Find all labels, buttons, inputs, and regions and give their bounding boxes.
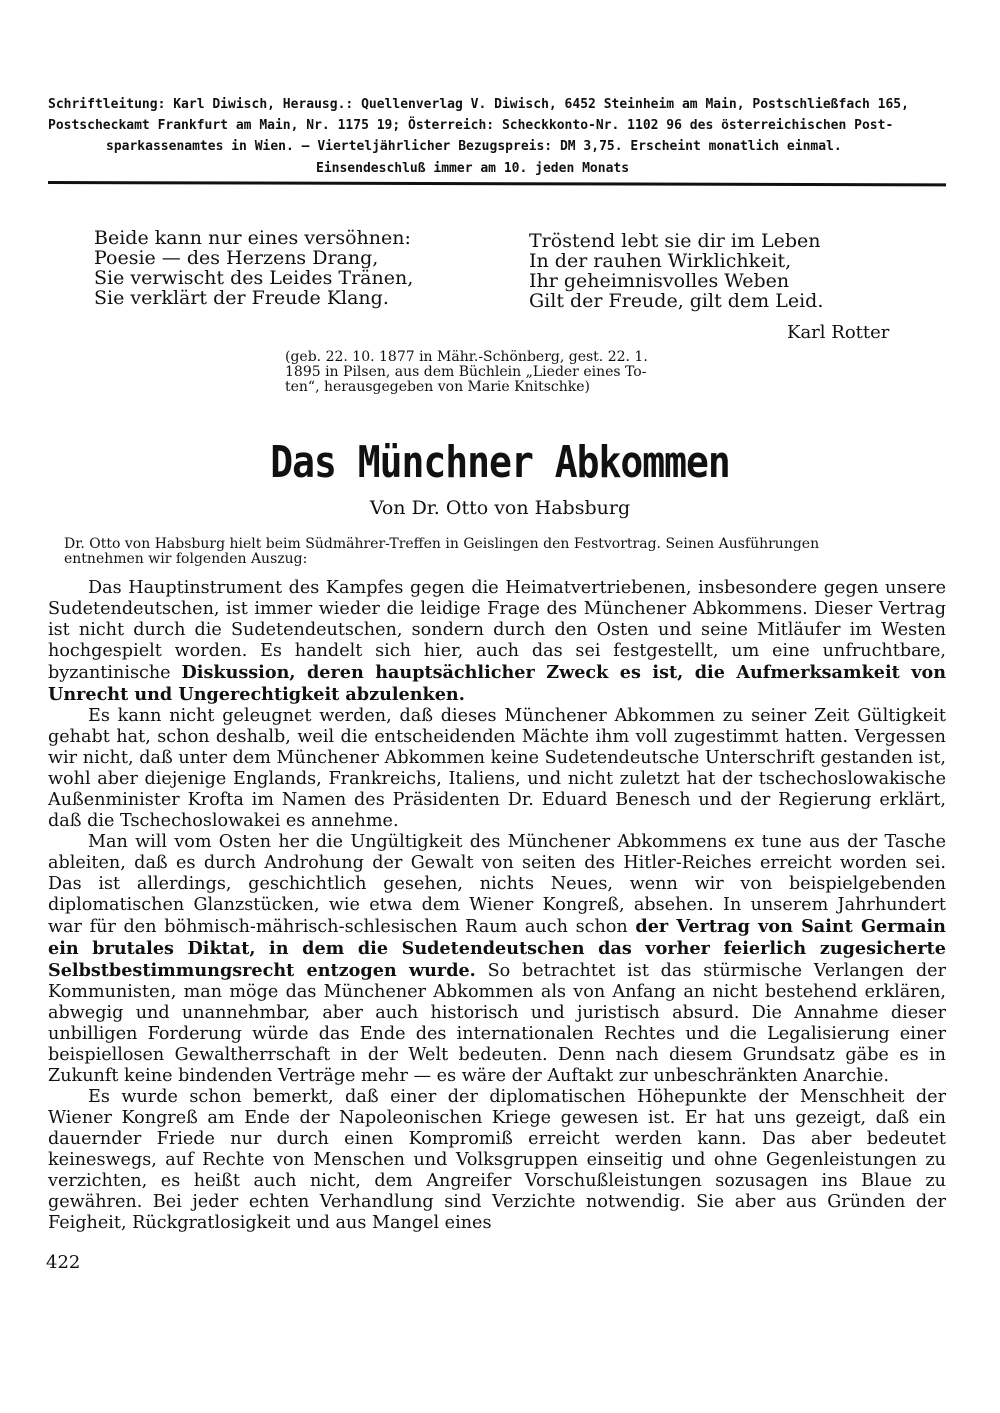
poem-line: Sie verwischt des Leides Tränen, bbox=[94, 267, 414, 289]
note-line: 1895 in Pilsen, aus dem Büchlein „Lieder eines To- bbox=[285, 364, 647, 380]
article-body bbox=[48, 578, 946, 1234]
poem-stanza-right bbox=[529, 231, 823, 311]
intro-line: entnehmen wir folgenden Auszug: bbox=[64, 551, 308, 567]
masthead-line: Postscheckamt Frankfurt am Main, Nr. 1175 19; Österreich: Scheckkonto-Nr. 1102 96 des österreichischen Post- bbox=[48, 118, 894, 133]
masthead-divider bbox=[48, 181, 946, 186]
biographical-note bbox=[285, 350, 648, 395]
masthead-line: Einsendeschluß immer am 10. jeden Monats bbox=[316, 161, 630, 176]
paragraph: Es wurde schon bemerkt, daß einer der diplomatischen Höhepunkte der Menschheit der Wiener Kongreß am Ende der Napoleonischen Kriege gewesen ist. Er hat uns gezeigt, daß ein dauernder Friede nur durch einen Kompromiß erreicht werden kann. Das aber bedeutet keineswegs, auf Rechte von Menschen und Volksgruppen einseitig und ohne Gegenleistungen zu verzichten, es heißt auch nicht, dem Angreifer Vorschußleistungen sozusagen ins Blaue zu gewähren. Bei jeder echten Verhandlung sind Verzichte notwendig. Sie aber aus Gründen der Feigheit, Rückgratlosigkeit und aus Mangel eines bbox=[48, 1087, 946, 1233]
emphasis-text: der Vertrag von Saint Germain ein brutales Diktat, in dem die Sudetendeutschen das vorher feierlich zugesicherte Selbstbestimmungsrecht entzogen wurde. bbox=[48, 916, 946, 981]
paragraph-text: Das Hauptinstrument des Kampfes gegen die Heimatvertriebenen, insbesondere gegen unsere Sudetendeutschen, ist immer wieder die leidige Frage des Münchener Abkommens. Dieser Vertrag ist nicht durch die Sudetendeutschen, sondern durch den Osten und seine Mitläufer im Westen hochgespielt worden. Es handelt sich hier, auch das sei festgestellt, um eine unfruchtbare, byzantinische bbox=[48, 578, 946, 683]
paragraph bbox=[48, 832, 946, 1087]
masthead-line: Schriftleitung: Karl Diwisch, Herausg.: Quellenverlag V. Diwisch, 6452 Steinheim am Main, Postschließfach 165, bbox=[48, 97, 909, 112]
article-title: Das Münchner Abkommen bbox=[270, 436, 730, 488]
poem-line: Sie verklärt der Freude Klang. bbox=[94, 287, 389, 309]
note-line: (geb. 22. 10. 1877 in Mähr.-Schönberg, gest. 22. 1. bbox=[285, 349, 648, 365]
poem-line: In der rauhen Wirklichkeit, bbox=[529, 250, 792, 272]
page-number: 422 bbox=[46, 1252, 81, 1273]
paragraph: Es kann nicht geleugnet werden, daß dieses Münchener Abkommen zu seiner Zeit Gültigkeit gehabt hat, schon deshalb, weil die entscheidenden Mächte ihm voll zugestimmt hatten. Vergessen wir nicht, daß unter dem Münchener Abkommen keine Sudetendeutsche Unterschrift gestanden ist, wohl aber diejenige Englands, Frankreichs, Italiens, und nicht zuletzt hat der tschechoslowakische Außenminister Krofta im Namen des Präsidenten Dr. Eduard Benesch und der Regierung erklärt, daß die Tschechoslowakei es annehme. bbox=[48, 706, 946, 831]
paragraph bbox=[48, 578, 946, 706]
poem-line: Ihr geheimnisvolles Weben bbox=[529, 270, 790, 292]
intro-line: Dr. Otto von Habsburg hielt beim Südmährer-Treffen in Geislingen den Festvortrag. Seinen Ausführungen bbox=[64, 536, 820, 552]
paragraph-text: Man will vom Osten her die Ungültigkeit des Münchener Abkommens ex tune aus der Tasche ableiten, daß es durch Androhung der Gewalt von seiten des Hitler-Reiches erreicht worden sei. Das ist allerdings, geschichtlich gesehen, nichts Neues, wenn wir von beispielgebenden diplomatischen Glanzstücken, wie etwa dem Wiener Kongreß, absehen. In unserem Jahrhundert war für den böhmisch-mährisch-schlesischen Raum auch schon bbox=[48, 832, 946, 937]
article-intro bbox=[64, 537, 944, 567]
poem-line: Beide kann nur eines versöhnen: bbox=[94, 227, 411, 249]
masthead-line: sparkassenamtes in Wien. — Vierteljährlicher Bezugspreis: DM 3,75. Erscheint monatlich einmal. bbox=[106, 139, 842, 154]
poem-line: Poesie — des Herzens Drang, bbox=[94, 247, 379, 269]
article-byline: Von Dr. Otto von Habsburg bbox=[369, 497, 631, 519]
poem-stanza-left bbox=[94, 228, 413, 308]
note-line: ten“, herausgegeben von Marie Knitschke) bbox=[285, 379, 590, 395]
emphasis-text: Diskussion, deren hauptsächlicher Zweck es ist, die Aufmerksamkeit von Unrecht und Ungerechtigkeit abzulenken. bbox=[48, 662, 946, 705]
poem-line: Gilt der Freude, gilt dem Leid. bbox=[529, 290, 824, 312]
paragraph-text: So betrachtet ist das stürmische Verlangen der Kommunisten, man möge das Münchener Abkommen als von Anfang an nicht bestehend erklären, abwegig und unannehmbar, aber auch historisch und juristisch absurd. Die Annahme dieser unbilligen Forderung würde das Ende des internationalen Rechtes und die Legalisierung einer beispiellosen Gewaltherrschaft in der Welt bedeuten. Denn nach diesem Grundsatz gäbe es in Zukunft keine bindenden Verträge mehr — es wäre der Auftakt zur unbeschränkten Anarchie. bbox=[48, 961, 946, 1086]
poem-author: Karl Rotter bbox=[787, 322, 890, 343]
poem-line: Tröstend lebt sie dir im Leben bbox=[529, 230, 821, 252]
